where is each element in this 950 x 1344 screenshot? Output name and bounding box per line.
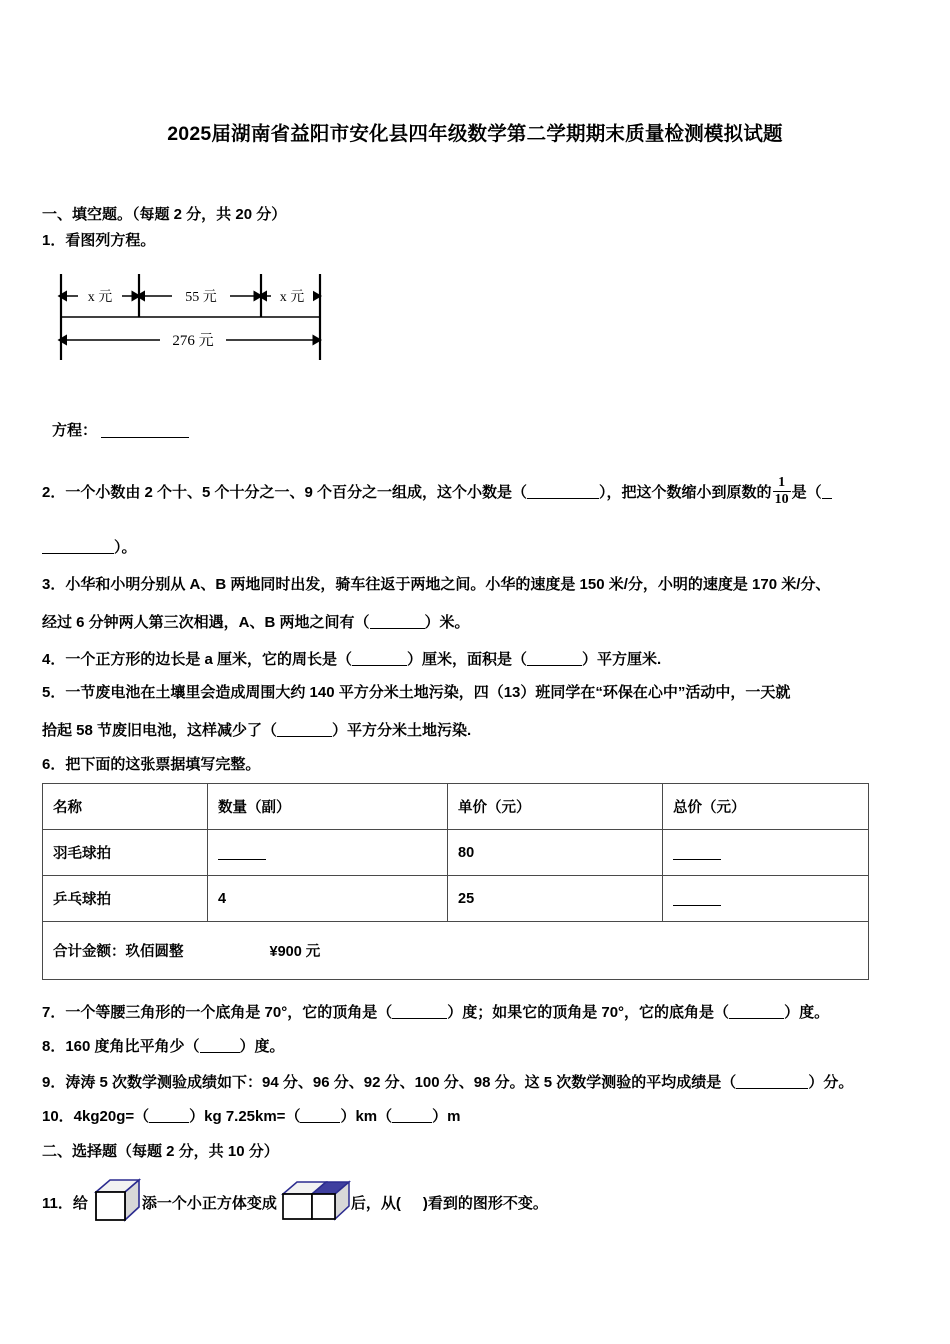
question-5-part-a: 拾起 58 节废旧电池，这样减少了（ xyxy=(42,722,278,739)
question-2-part-b: ），把这个数缩小到原数的 xyxy=(599,484,772,501)
question-11-part-a: 11．给 xyxy=(42,1195,88,1212)
question-10-part-c: ）km（ xyxy=(340,1108,393,1125)
question-5-line-2 xyxy=(42,719,471,740)
single-cube-icon xyxy=(88,1178,142,1230)
question-7-blank-2[interactable] xyxy=(729,1018,784,1019)
row-1-name: 羽毛球拍 xyxy=(43,830,208,876)
question-4-text xyxy=(42,648,661,669)
question-2-line-1 xyxy=(42,476,832,507)
segment-label-1: x 元 xyxy=(87,290,113,305)
question-10-part-d: ）m xyxy=(432,1108,461,1125)
question-7-part-b: ）度；如果它的顶角是 70°，它的底角是（ xyxy=(447,1004,730,1021)
question-11-part-b: 添一个小正方体变成 xyxy=(141,1195,277,1212)
table-header-quantity: 数量（副） xyxy=(208,784,448,830)
question-10-blank-3[interactable] xyxy=(392,1122,432,1123)
question-10-part-a: 10．4kg20g=（ xyxy=(42,1108,150,1125)
question-8-blank-1[interactable] xyxy=(200,1052,240,1053)
question-8-part-a: 8．160 度角比平角少（ xyxy=(42,1038,200,1055)
page-title: 2025届湖南省益阳市安化县四年级数学第二学期期末质量检测模拟试题 xyxy=(167,123,783,145)
equation-label: 方程： xyxy=(52,422,98,439)
double-cube-icon xyxy=(277,1178,351,1230)
segment-bar-diagram xyxy=(56,272,326,364)
question-2-part-d: ）。 xyxy=(114,539,137,556)
table-header-total-price: 总价（元） xyxy=(663,784,869,830)
question-6-text: 6．把下面的这张票据填写完整。 xyxy=(42,756,261,773)
row-1-unit-price: 80 xyxy=(448,830,663,876)
table-total-amount: ¥900 元 xyxy=(269,944,321,960)
fraction-numerator: 1 xyxy=(778,475,786,490)
question-2-blank-2-head[interactable] xyxy=(822,498,832,499)
segment-total-label: 276 元 xyxy=(172,333,214,349)
row-2-unit-price: 25 xyxy=(448,876,663,922)
row-1-quantity-blank[interactable] xyxy=(218,859,266,860)
question-10-blank-1[interactable] xyxy=(149,1122,189,1123)
question-2-blank-1[interactable] xyxy=(527,498,599,499)
question-5-part-b: ）平方分米土地污染. xyxy=(332,722,472,739)
question-2-part-a: 2．一个小数由 2 个十、5 个十分之一、9 个百分之一组成，这个小数是（ xyxy=(42,484,528,501)
table-total-cell xyxy=(43,922,869,980)
equation-answer-blank[interactable] xyxy=(101,437,189,438)
question-11-part-c: 后，从( xyxy=(350,1195,401,1212)
question-10-text xyxy=(42,1105,460,1126)
segment-label-3: x 元 xyxy=(279,290,305,305)
question-4-part-a: 4．一个正方形的边长是 a 厘米，它的周长是（ xyxy=(42,651,353,668)
table-header-row xyxy=(43,784,869,830)
fraction-denominator: 10 xyxy=(774,492,789,507)
question-2-blank-2-tail[interactable] xyxy=(42,553,114,554)
question-4-blank-2[interactable] xyxy=(527,665,582,666)
question-3-part-a: 经过 6 分钟两人第三次相遇，A、B 两地之间有（ xyxy=(42,614,370,631)
question-11-text xyxy=(42,1178,548,1230)
equation-answer-prompt xyxy=(52,419,189,440)
question-3-line-2 xyxy=(42,611,470,632)
question-2-part-c: 是（ xyxy=(791,484,822,501)
question-5-blank-1[interactable] xyxy=(277,736,332,737)
question-2-line-2 xyxy=(42,536,137,557)
question-3-line-1: 3．小华和小明分别从 A、B 两地同时出发，骑车往返于两地之间。小华的速度是 150 米/分，小明的速度是 170 米/分、 xyxy=(42,576,831,593)
question-3-blank-1[interactable] xyxy=(370,628,425,629)
segment-label-2: 55 元 xyxy=(185,290,217,305)
row-2-total-price-blank[interactable] xyxy=(673,905,721,906)
question-3-part-b: ）米。 xyxy=(424,614,470,631)
question-10-blank-2[interactable] xyxy=(300,1122,340,1123)
row-1-quantity-cell[interactable] xyxy=(208,830,448,876)
question-4-blank-1[interactable] xyxy=(352,665,407,666)
table-header-unit-price: 单价（元） xyxy=(448,784,663,830)
table-total-row xyxy=(43,922,869,980)
section-1-heading: 一、填空题。（每题 2 分，共 20 分） xyxy=(42,206,287,223)
question-7-part-c: ）度。 xyxy=(784,1004,830,1021)
row-2-name: 乒乓球拍 xyxy=(43,876,208,922)
row-2-total-price-cell[interactable] xyxy=(663,876,869,922)
question-5-line-1: 5．一节废电池在土壤里会造成周围大约 140 平方分米土地污染，四（13）班同学在“环保在心中”活动中，一天就 xyxy=(42,684,791,701)
fraction-one-tenth xyxy=(773,476,791,507)
question-9-blank-1[interactable] xyxy=(736,1088,808,1089)
question-9-part-a: 9．涛涛 5 次数学测验成绩如下：94 分、96 分、92 分、100 分、98 分。这 5 次数学测验的平均成绩是（ xyxy=(42,1074,737,1091)
question-8-text xyxy=(42,1035,285,1056)
bill-table xyxy=(42,783,869,980)
table-row xyxy=(43,876,869,922)
question-4-part-c: ）平方厘米. xyxy=(582,651,662,668)
table-row xyxy=(43,830,869,876)
question-9-text xyxy=(42,1071,853,1092)
question-11-part-d: )看到的图形不变。 xyxy=(422,1195,548,1212)
question-10-part-b: ）kg 7.25km=（ xyxy=(189,1108,301,1125)
question-7-part-a: 7．一个等腰三角形的一个底角是 70°，它的顶角是（ xyxy=(42,1004,393,1021)
section-2-heading: 二、选择题（每题 2 分，共 10 分） xyxy=(42,1143,279,1160)
question-4-part-b: ）厘米，面积是（ xyxy=(407,651,528,668)
question-7-blank-1[interactable] xyxy=(392,1018,447,1019)
table-total-label: 合计金额：玖佰圆整 xyxy=(53,944,184,960)
question-9-part-b: ）分。 xyxy=(808,1074,854,1091)
question-1-text: 1．看图列方程。 xyxy=(42,232,156,249)
row-2-quantity: 4 xyxy=(208,876,448,922)
table-header-name: 名称 xyxy=(43,784,208,830)
row-1-total-price-cell[interactable] xyxy=(663,830,869,876)
row-1-total-price-blank[interactable] xyxy=(673,859,721,860)
question-7-text xyxy=(42,1001,829,1022)
question-8-part-b: ）度。 xyxy=(239,1038,285,1055)
